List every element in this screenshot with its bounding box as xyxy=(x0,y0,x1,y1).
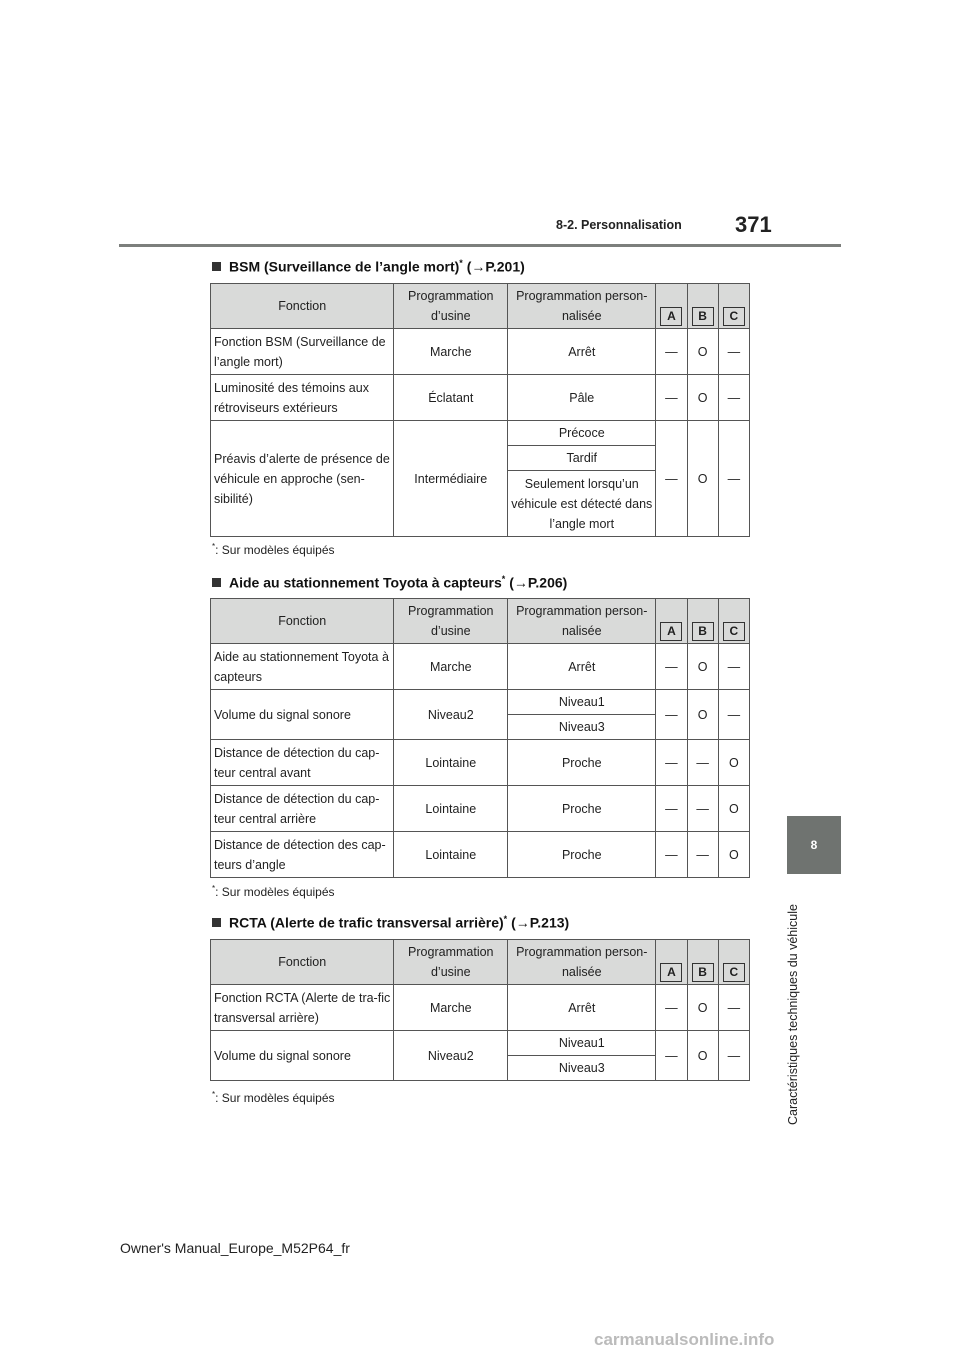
cell-b: O xyxy=(687,644,718,690)
header-a xyxy=(656,940,687,985)
header-a xyxy=(656,284,687,329)
page-number: 371 xyxy=(735,212,772,237)
table-row xyxy=(211,985,750,1031)
asterisk: * xyxy=(501,574,506,584)
cell-c: — xyxy=(718,690,749,740)
asterisk: * xyxy=(459,258,463,268)
table-row xyxy=(211,832,750,878)
bullet-square-icon xyxy=(212,262,221,271)
bullet-square-icon xyxy=(212,578,221,587)
cell-usine: Lointaine xyxy=(394,740,508,786)
table-row xyxy=(211,740,750,786)
table-row xyxy=(211,329,750,375)
section-title-parking xyxy=(212,574,567,591)
cell-c: O xyxy=(718,786,749,832)
cell-perso: Proche xyxy=(508,832,656,878)
cell-a: — xyxy=(656,644,687,690)
cell-c: — xyxy=(718,329,749,375)
cell-perso: Arrêt xyxy=(508,985,656,1031)
header-b xyxy=(687,284,718,329)
cell-b: — xyxy=(687,740,718,786)
cell-fonction: Fonction RCTA (Alerte de tra-fic transversal arrière) xyxy=(211,985,394,1031)
cell-perso: Proche xyxy=(508,740,656,786)
header-perso: Programmation person-nalisée xyxy=(508,599,656,644)
table-rcta xyxy=(210,939,750,1081)
footnote-text: : Sur modèles équipés xyxy=(215,1091,335,1105)
table-row xyxy=(211,786,750,832)
cell-a: — xyxy=(656,786,687,832)
footnote-asterisk: * xyxy=(212,884,216,893)
badge-c: C xyxy=(723,622,745,641)
header-section-title: 8-2. Personnalisation xyxy=(556,218,682,232)
badge-c: C xyxy=(723,963,745,982)
section-title-rcta xyxy=(212,914,569,931)
cell-perso-option: Niveau1 xyxy=(508,1031,656,1056)
table-row xyxy=(211,375,750,421)
footnote-rcta xyxy=(212,1090,335,1105)
cell-a: — xyxy=(656,421,687,537)
cell-b: O xyxy=(687,375,718,421)
cell-fonction: Préavis d’alerte de présence de véhicule en approche (sen-sibilité) xyxy=(211,421,394,537)
asterisk: * xyxy=(503,914,508,924)
header-c xyxy=(718,284,749,329)
cell-c: — xyxy=(718,375,749,421)
badge-b: B xyxy=(692,622,714,641)
cell-usine: Lointaine xyxy=(394,786,508,832)
cell-fonction: Distance de détection du cap-teur central avant xyxy=(211,740,394,786)
table-row xyxy=(211,1031,750,1056)
footnote-bsm xyxy=(212,542,335,557)
cell-c: — xyxy=(718,985,749,1031)
cell-fonction: Fonction BSM (Surveillance de l’angle mort) xyxy=(211,329,394,375)
cell-b: O xyxy=(687,329,718,375)
badge-c: C xyxy=(723,307,745,326)
table-header-row xyxy=(211,284,750,329)
cell-fonction: Distance de détection du cap-teur central arrière xyxy=(211,786,394,832)
page-reference-link[interactable]: (→P.213) xyxy=(511,914,570,931)
cell-a: — xyxy=(656,329,687,375)
section-title-bsm xyxy=(212,258,525,275)
section-title-text: BSM (Surveillance de l’angle mort) xyxy=(229,258,460,275)
header-perso: Programmation person-nalisée xyxy=(508,940,656,985)
header-usine: Programmation d’usine xyxy=(394,284,508,329)
cell-usine: Éclatant xyxy=(394,375,508,421)
cell-a: — xyxy=(656,832,687,878)
cell-fonction: Volume du signal sonore xyxy=(211,1031,394,1081)
cell-fonction: Aide au stationnement Toyota à capteurs xyxy=(211,644,394,690)
header-fonction: Fonction xyxy=(211,940,394,985)
cell-perso-option: Tardif xyxy=(508,446,656,471)
table-parking xyxy=(210,598,750,878)
cell-perso: Arrêt xyxy=(508,644,656,690)
footnote-text: : Sur modèles équipés xyxy=(215,543,335,557)
table-row xyxy=(211,690,750,715)
table-row xyxy=(211,421,750,446)
cell-perso-option: Niveau1 xyxy=(508,690,656,715)
header-perso: Programmation person-nalisée xyxy=(508,284,656,329)
header-a xyxy=(656,599,687,644)
cell-c: O xyxy=(718,740,749,786)
header-c xyxy=(718,940,749,985)
cell-c: — xyxy=(718,421,749,537)
cell-perso: Proche xyxy=(508,786,656,832)
section-title-text: RCTA (Alerte de trafic transversal arrière) xyxy=(229,914,504,931)
table-bsm xyxy=(210,283,750,537)
badge-a: A xyxy=(660,622,682,641)
cell-a: — xyxy=(656,1031,687,1081)
header-rule xyxy=(119,244,841,247)
footnote-parking xyxy=(212,884,335,899)
page-reference-link[interactable]: (→P.201) xyxy=(466,258,525,275)
footnote-asterisk: * xyxy=(212,1090,216,1099)
cell-usine: Niveau2 xyxy=(394,1031,508,1081)
cell-perso: Arrêt xyxy=(508,329,656,375)
cell-fonction: Distance de détection des cap-teurs d’angle xyxy=(211,832,394,878)
header-c xyxy=(718,599,749,644)
cell-fonction: Luminosité des témoins aux rétroviseurs extérieurs xyxy=(211,375,394,421)
cell-perso-option: Niveau3 xyxy=(508,1056,656,1081)
cell-usine: Intermédiaire xyxy=(394,421,508,537)
cell-c: — xyxy=(718,644,749,690)
chapter-tab[interactable]: 8 xyxy=(787,816,841,874)
badge-a: A xyxy=(660,963,682,982)
cell-b: — xyxy=(687,832,718,878)
bullet-square-icon xyxy=(212,918,221,927)
footnote-asterisk: * xyxy=(212,542,216,551)
cell-usine: Lointaine xyxy=(394,832,508,878)
cell-b: O xyxy=(687,985,718,1031)
cell-b: O xyxy=(687,421,718,537)
badge-b: B xyxy=(692,307,714,326)
cell-fonction: Volume du signal sonore xyxy=(211,690,394,740)
manual-footer: Owner's Manual_Europe_M52P64_fr xyxy=(120,1240,350,1256)
cell-usine: Niveau2 xyxy=(394,690,508,740)
cell-usine: Marche xyxy=(394,644,508,690)
page-reference-link[interactable]: (→P.206) xyxy=(509,574,568,591)
cell-perso-option: Seulement lorsqu’un véhicule est détecté dans l’angle mort xyxy=(508,471,656,537)
cell-a: — xyxy=(656,375,687,421)
cell-usine: Marche xyxy=(394,329,508,375)
cell-perso: Pâle xyxy=(508,375,656,421)
badge-b: B xyxy=(692,963,714,982)
cell-b: — xyxy=(687,786,718,832)
cell-perso-option: Précoce xyxy=(508,421,656,446)
section-title-text: Aide au stationnement Toyota à capteurs xyxy=(229,574,502,591)
badge-a: A xyxy=(660,307,682,326)
header-usine: Programmation d’usine xyxy=(394,940,508,985)
footnote-text: : Sur modèles équipés xyxy=(215,885,335,899)
header-fonction: Fonction xyxy=(211,284,394,329)
cell-a: — xyxy=(656,985,687,1031)
header-fonction: Fonction xyxy=(211,599,394,644)
cell-c: — xyxy=(718,1031,749,1081)
cell-a: — xyxy=(656,740,687,786)
header-b xyxy=(687,940,718,985)
header-b xyxy=(687,599,718,644)
cell-perso-option: Niveau3 xyxy=(508,715,656,740)
cell-b: O xyxy=(687,1031,718,1081)
table-row xyxy=(211,644,750,690)
cell-a: — xyxy=(656,690,687,740)
table-header-row xyxy=(211,599,750,644)
chapter-label: Caractéristiques techniques du véhicule xyxy=(786,904,800,1125)
cell-b: O xyxy=(687,690,718,740)
cell-c: O xyxy=(718,832,749,878)
cell-usine: Marche xyxy=(394,985,508,1031)
header-usine: Programmation d’usine xyxy=(394,599,508,644)
table-header-row xyxy=(211,940,750,985)
watermark-logo: carmanualsonline.info xyxy=(594,1330,775,1349)
